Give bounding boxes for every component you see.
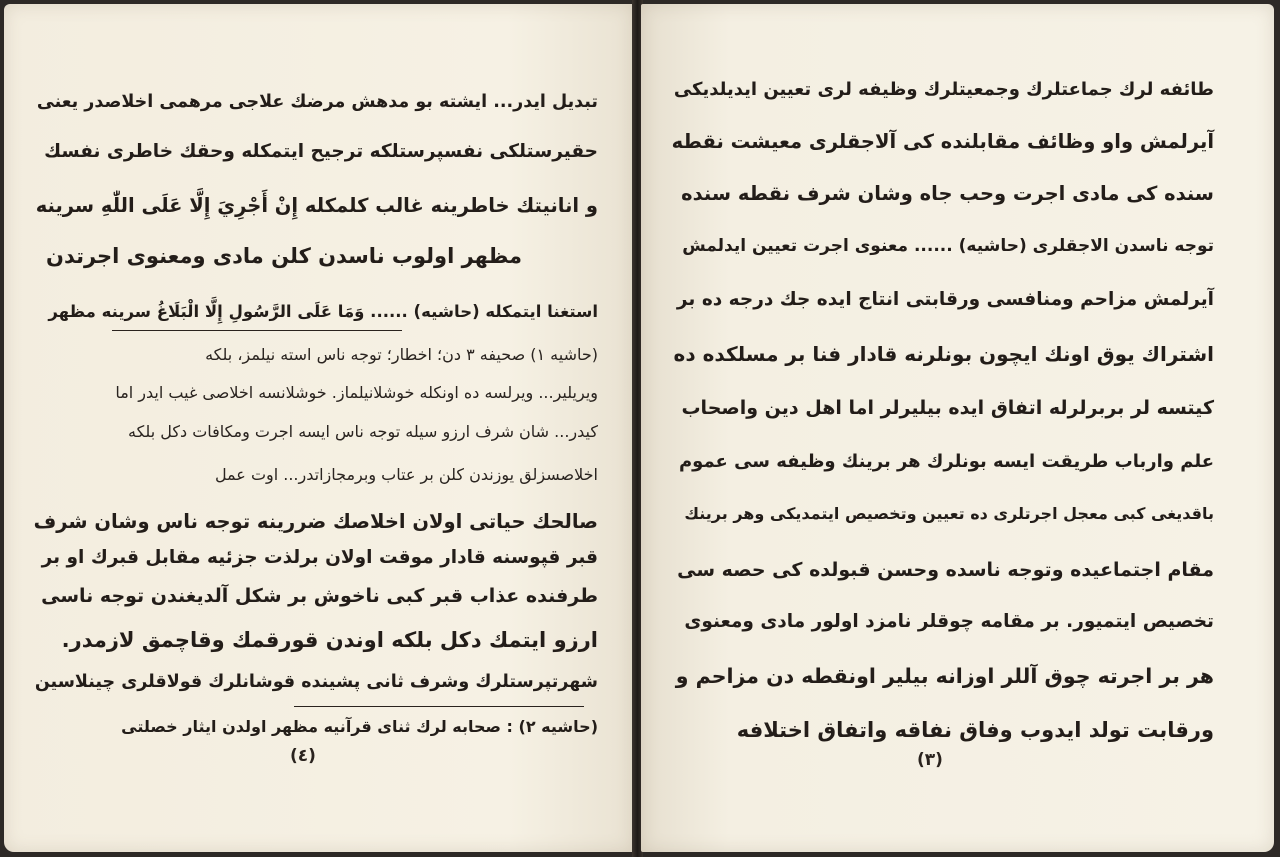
right-line-11: تخصیص ایتمیور. بر مقامه چوقلر نامزد اولور مادی ومعنوی <box>684 611 1214 632</box>
note2-separator <box>294 706 584 707</box>
right-line-10: مقام اجتماعیده وتوجه ناسده وحسن قبولده كی حصه سی <box>677 559 1214 581</box>
page-number-left: (٤) <box>290 746 316 766</box>
left-line-5: استغنا ایتمكله (حاشیه) ...... وَمَا عَلَى الرَّسُولِ إِلَّا الْبَلَاغُ سرینه مظهر <box>48 302 598 321</box>
footnote-line-1: (حاشیه ۱) صحیفه ۳ دن؛ اخطار؛ توجه ناس استه نیلمز، بلكه <box>205 345 598 364</box>
footnote-line-2: ویریلیر... ویرلسه ده اونكله خوشلانیلماز. خوشلانسه اخلاصی غیب ایدر اما <box>115 383 598 402</box>
left-body-line-1: صالحك حیاتی اولان اخلاصك ضررینه توجه ناس وشان شرف <box>33 510 598 533</box>
right-line-4: توجه ناسدن الاجقلری (حاشیه) ...... معنوی اجرت تعیین ایدلمش <box>682 236 1214 256</box>
right-line-12: هر بر اجرته چوق آللر اوزانه بیلیر اونقطه دن مزاحم و <box>675 664 1214 688</box>
left-body-line-3: طرفنده عذاب قبر كبی ناخوش بر شكل آلدیغندن توجه ناسی <box>41 585 598 607</box>
right-line-13: ورقابت تولد ایدوب وفاق نفاقه واتفاق اختلافه <box>736 718 1214 742</box>
right-page <box>641 4 1274 852</box>
right-line-7: كیتسه لر بربرلرله اتفاق ایده بیلیرلر اما اهل دین واصحاب <box>681 397 1214 419</box>
right-line-2: آیرلمش واو وظائف مقابلنده كی آلاجقلری معیشت نقطه <box>671 130 1214 153</box>
right-line-1: طائفه لرك جماعتلرك وجمعیتلرك وظیفه لری تعیین ایدیلدیكی <box>673 79 1214 100</box>
left-page <box>4 4 634 852</box>
right-line-8: علم وارباب طریقت ایسه بونلرك هر برینك وظیفه سی عموم <box>678 451 1214 472</box>
right-line-9: باقدیغی كبی معجل اجرتلری ده تعیین وتخصیص ایتمدیكی وهر برینك <box>684 504 1214 523</box>
right-line-6: اشتراك یوق اونك ایچون بونلرنه قادار فنا بر مسلكده ده <box>673 342 1214 366</box>
footnote-2: (حاشیه ۲) : صحابه لرك ثنای قرآنیه مظهر اولدن ایثار خصلتی <box>121 717 598 736</box>
left-line-4: مظهر اولوب ناسدن كلن مادی ومعنوی اجرتدن <box>46 244 522 268</box>
left-line-2: حقیرستلكی نفسپرستلكه ترجیح ایتمكله وحقك خاطری نفسك <box>44 141 598 162</box>
left-line-1: تبدیل ایدر... ایشته بو مدهش مرضك علاجی مرهمی اخلاصدر یعنی <box>36 92 598 112</box>
page-number-right: (٣) <box>917 750 943 770</box>
right-line-5: آیرلمش مزاحم ومنافسی ورقابتی انتاج ایده جك درجه ده بر <box>676 289 1214 310</box>
left-body-line-4: ارزو ایتمك دكل بلكه اوندن قورقمك وقاچمق لازمدر. <box>61 628 598 652</box>
footnote-separator <box>112 330 402 331</box>
footnote-line-3: كیدر... شان شرف ارزو سیله توجه ناس ایسه اجرت ومكافات دكل بلكه <box>128 422 598 441</box>
right-line-3: سنده كی مادی اجرت وحب جاه وشان شرف نقطه سنده <box>681 182 1214 205</box>
left-body-line-5: شهرتپرستلرك وشرف ثانی پشینده قوشانلرك قولاقلری چینلاسین <box>34 672 598 692</box>
footnote-line-4: اخلاصسزلق یوزندن كلن بر عتاب وبرمجازاتدر... اوت عمل <box>214 465 598 484</box>
left-body-line-2: قبر قپوسنه قادار موقت اولان برلذت جزئیه مقابل قبرك او بر <box>41 547 598 568</box>
left-line-3: و انانیتك خاطرینه غالب كلمكله إِنْ أَجْرِيَ إِلَّا عَلَى اللّٰهِ سرینه <box>35 194 598 217</box>
